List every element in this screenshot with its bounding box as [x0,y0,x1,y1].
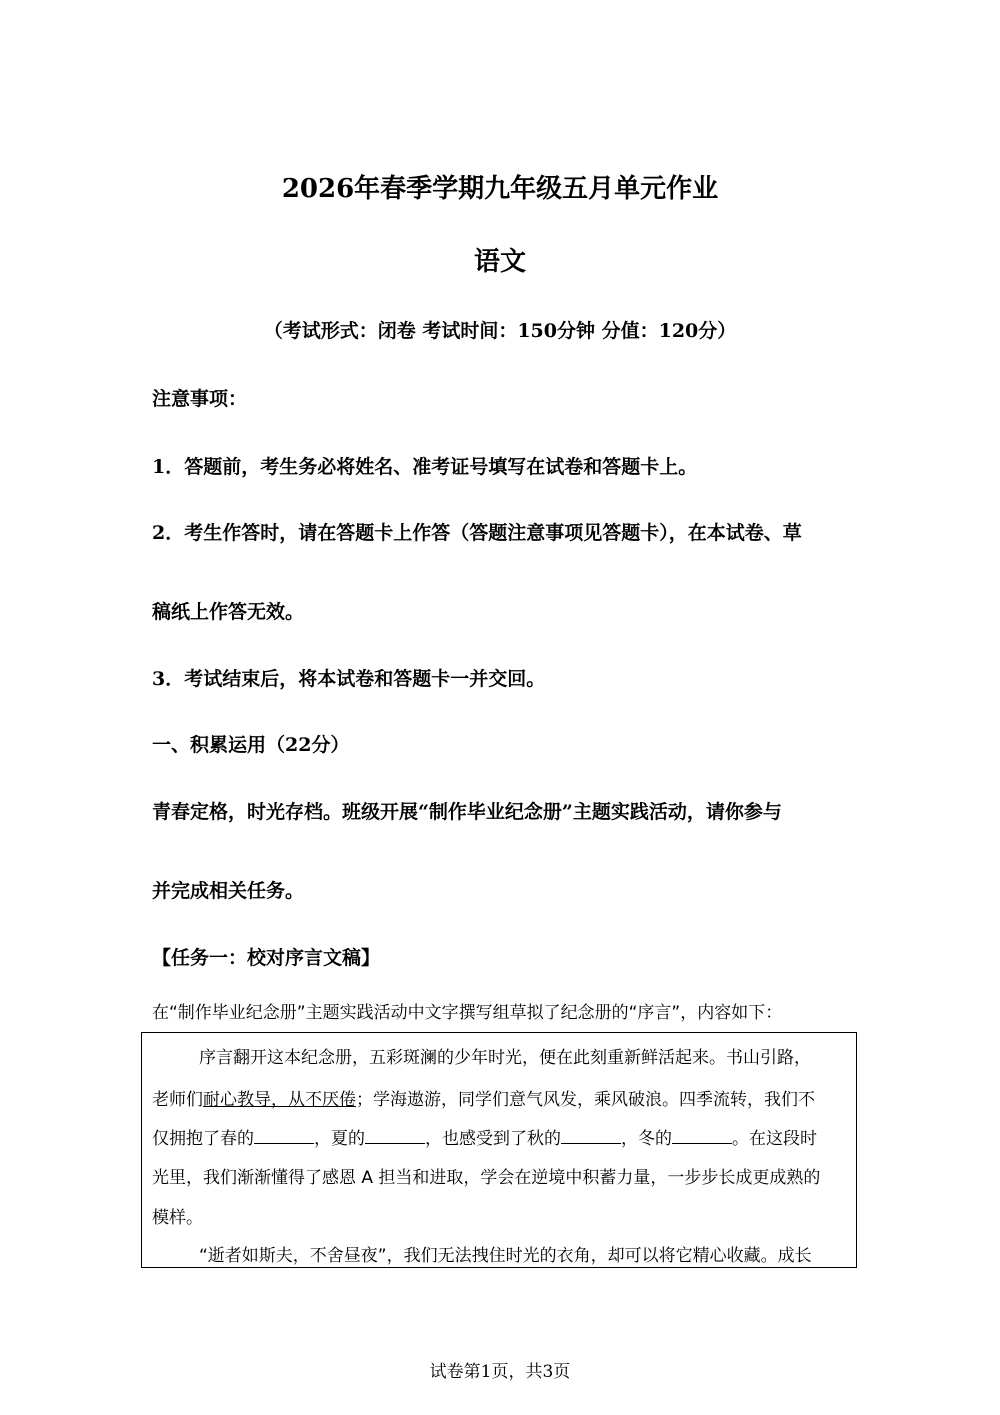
passage-line-1: 序言翻开这本纪念册，五彩斑澜的少年时光，便在此刻重新鲜活起来。书山引路， [199,1048,811,1068]
passage-line-3 [152,1124,817,1149]
underlined-phrase: 耐心教导，从不厌倦 [203,1090,356,1110]
subject-title: 语文 [473,247,526,277]
passage-text: 仅拥抱了春的 [152,1129,254,1149]
passage-line-2 [152,1085,815,1110]
passage-line-6: “逝者如斯夫，不舍昼夜”，我们无法拽住时光的衣角，却可以将它精心收藏。成长 [199,1246,812,1266]
notice-item-1: 1．答题前，考生务必将姓名、准考证号填写在试卷和答题卡上。 [152,456,698,478]
passage-text: ，夏的 [314,1129,365,1149]
passage-text: ，也感受到了秋的 [425,1129,561,1149]
passage-text: 老师们 [152,1090,203,1110]
task-intro: 在“制作毕业纪念册”主题实践活动中文字撰写组草拟了纪念册的“序言”，内容如下： [152,1003,783,1023]
fill-blank-summer [365,1129,425,1144]
document-title: 2026年春季学期九年级五月单元作业 [281,174,719,204]
fill-blank-winter [672,1129,732,1144]
section-intro-line-2: 并完成相关任务。 [152,880,305,902]
notice-item-2-line-1: 2．考生作答时，请在答题卡上作答（答题注意事项见答题卡），在本试卷、草 [152,522,802,544]
page-footer: 试卷第1页，共3页 [429,1362,571,1382]
fill-blank-autumn [561,1129,621,1144]
notice-item-2-line-2: 稿纸上作答无效。 [152,601,305,623]
passage-line-5: 模样。 [152,1208,203,1228]
passage-text: ；学海遨游，同学们意气风发，乘风破浪。四季流转，我们不 [356,1090,815,1110]
passage-line-4: 光里，我们渐渐懂得了感恩 A 担当和进取，学会在逆境中积蓄力量，一步步长成更成熟的 [152,1168,821,1188]
notice-item-3: 3．考试结束后，将本试卷和答题卡一并交回。 [152,668,546,690]
notice-heading: 注意事项： [152,388,248,410]
section-heading: 一、积累运用（22分） [152,734,350,756]
passage-text: ，冬的 [621,1129,672,1149]
fill-blank-spring [254,1129,314,1144]
task-heading: 【任务一：校对序言文稿】 [152,947,381,969]
passage-box [141,1032,857,1268]
exam-info: （考试形式：闭卷 考试时间：150分钟 分值：120分） [263,320,737,342]
section-intro-line-1: 青春定格，时光存档。班级开展“制作毕业纪念册”主题实践活动，请你参与 [152,801,782,823]
passage-text: 。在这段时 [732,1129,817,1149]
